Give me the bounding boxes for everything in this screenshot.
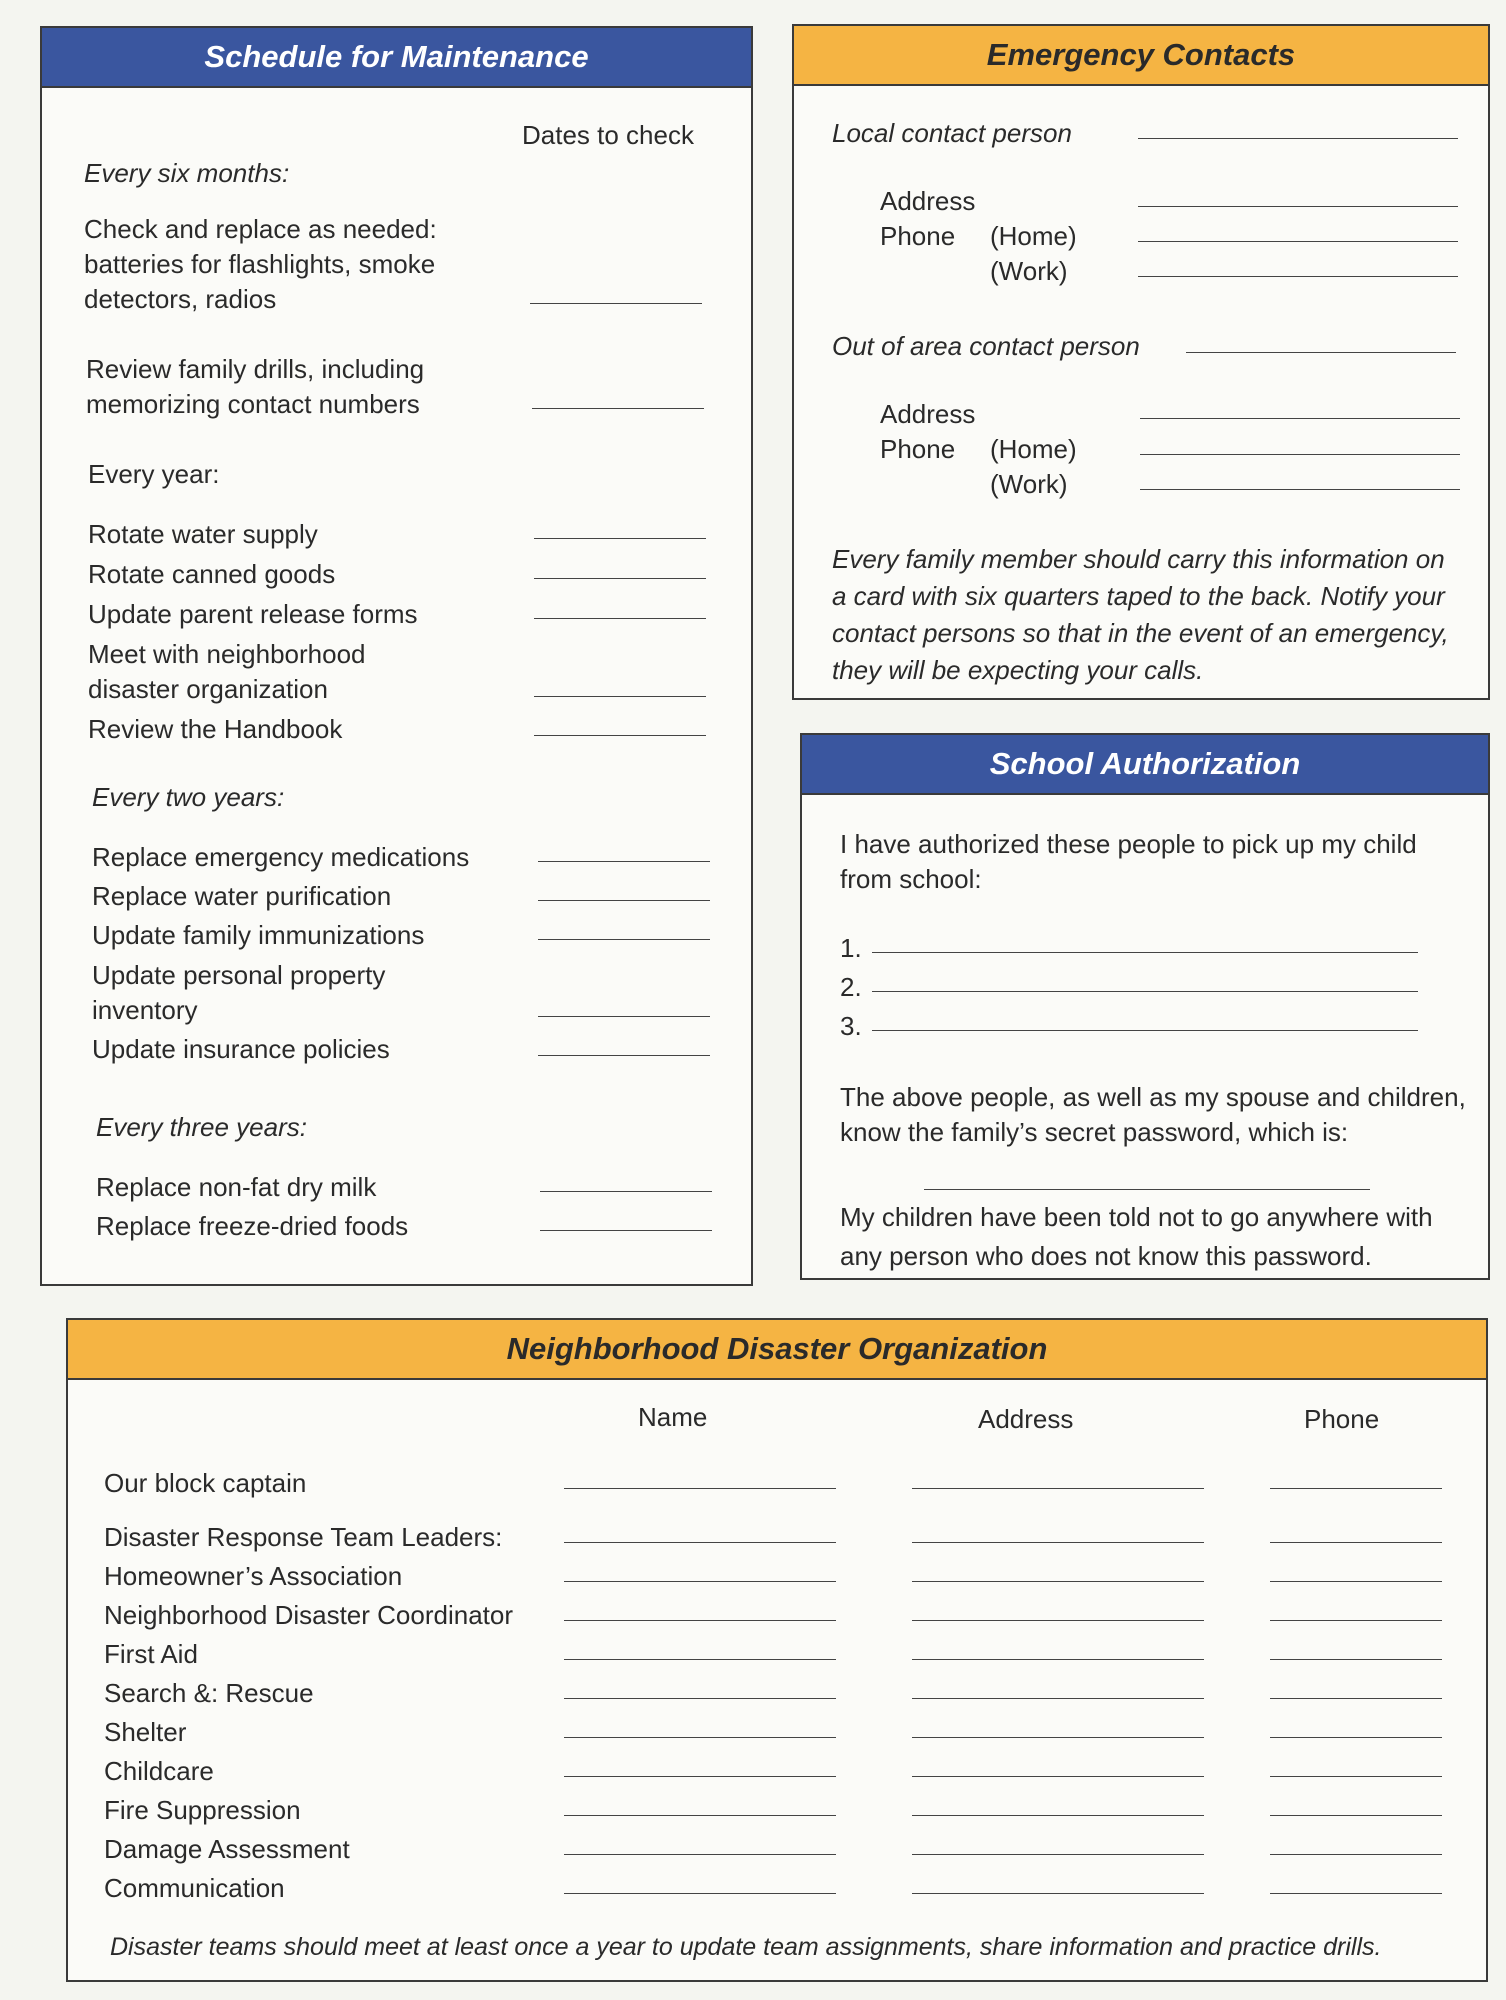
item-review-drills-1: Review family drills, including: [86, 354, 425, 384]
date-line[interactable]: [534, 578, 706, 579]
school-authorization-panel: [800, 733, 1490, 1280]
address-line[interactable]: [912, 1776, 1204, 1777]
item-freeze-dried: Replace freeze-dried foods: [96, 1211, 409, 1241]
out-home-label: (Home): [990, 434, 1077, 464]
date-line[interactable]: [534, 538, 706, 539]
name-line[interactable]: [564, 1698, 836, 1699]
role-label: Communication: [104, 1873, 285, 1903]
two-years-heading: Every two years:: [92, 782, 285, 812]
six-months-heading: Every six months:: [84, 158, 290, 188]
role-label: Our block captain: [104, 1468, 307, 1498]
date-line[interactable]: [532, 408, 704, 409]
date-line[interactable]: [540, 1230, 712, 1231]
emergency-note-4: they will be expecting your calls.: [832, 655, 1204, 685]
phone-line[interactable]: [1270, 1737, 1442, 1738]
local-home-label: (Home): [990, 221, 1077, 251]
item-property-inventory-1: Update personal property: [92, 960, 386, 990]
authorized-number-2: 2.: [840, 972, 862, 1002]
phone-line[interactable]: [1270, 1659, 1442, 1660]
item-parent-release: Update parent release forms: [88, 599, 418, 629]
phone-line[interactable]: [1270, 1488, 1442, 1489]
emergency-contacts-panel: [792, 24, 1490, 700]
address-line[interactable]: [912, 1488, 1204, 1489]
date-line[interactable]: [538, 900, 710, 901]
date-line[interactable]: [534, 696, 706, 697]
phone-line[interactable]: [1270, 1581, 1442, 1582]
role-label: Homeowner’s Association: [104, 1561, 403, 1591]
local-contact-line[interactable]: [1138, 138, 1458, 139]
password-text-2: know the family’s secret password, which is:: [840, 1117, 1349, 1147]
date-line[interactable]: [538, 1055, 710, 1056]
local-address-label: Address: [880, 186, 976, 216]
item-meet-neighborhood-2: disaster organization: [88, 674, 328, 704]
password-text-1: The above people, as well as my spouse and children,: [840, 1082, 1466, 1112]
role-label: Fire Suppression: [104, 1795, 301, 1825]
authorized-number-1: 1.: [840, 933, 862, 963]
out-phone-label: Phone: [880, 434, 956, 464]
name-line[interactable]: [564, 1488, 836, 1489]
address-line[interactable]: [912, 1815, 1204, 1816]
emergency-title: Emergency Contacts: [792, 24, 1490, 86]
name-line[interactable]: [564, 1620, 836, 1621]
date-line[interactable]: [534, 618, 706, 619]
date-line[interactable]: [538, 1016, 710, 1017]
name-line[interactable]: [564, 1815, 836, 1816]
out-work-line[interactable]: [1140, 489, 1460, 490]
local-phone-label: Phone: [880, 221, 956, 251]
column-address-header: Address: [978, 1404, 1074, 1434]
address-line[interactable]: [912, 1581, 1204, 1582]
address-line[interactable]: [912, 1620, 1204, 1621]
role-label: Disaster Response Team Leaders:: [104, 1522, 503, 1552]
phone-line[interactable]: [1270, 1776, 1442, 1777]
date-line[interactable]: [538, 939, 710, 940]
name-line[interactable]: [564, 1776, 836, 1777]
dates-to-check-header: Dates to check: [522, 120, 694, 150]
item-review-drills-2: memorizing contact numbers: [86, 389, 420, 419]
role-label: Shelter: [104, 1717, 187, 1747]
out-of-area-label: Out of area contact person: [832, 331, 1140, 361]
role-label: Search &: Rescue: [104, 1678, 314, 1708]
emergency-note-3: contact persons so that in the event of an emergency,: [832, 618, 1449, 648]
local-work-label: (Work): [990, 256, 1068, 286]
item-dry-milk: Replace non-fat dry milk: [96, 1172, 377, 1202]
name-line[interactable]: [564, 1737, 836, 1738]
phone-line[interactable]: [1270, 1893, 1442, 1894]
local-home-line[interactable]: [1138, 241, 1458, 242]
school-intro-1: I have authorized these people to pick up my child: [840, 829, 1417, 859]
authorized-person-2-line[interactable]: [872, 991, 1418, 992]
address-line[interactable]: [912, 1737, 1204, 1738]
password-line[interactable]: [924, 1189, 1370, 1190]
item-rotate-water: Rotate water supply: [88, 519, 318, 549]
maintenance-panel: [40, 26, 753, 1286]
phone-line[interactable]: [1270, 1854, 1442, 1855]
emergency-note-1: Every family member should carry this information on: [832, 544, 1445, 574]
role-label: First Aid: [104, 1639, 198, 1669]
warning-text-1: My children have been told not to go anywhere with: [840, 1202, 1433, 1232]
authorized-person-1-line[interactable]: [872, 952, 1418, 953]
column-phone-header: Phone: [1304, 1404, 1380, 1434]
address-line[interactable]: [912, 1659, 1204, 1660]
name-line[interactable]: [564, 1581, 836, 1582]
out-address-line[interactable]: [1140, 418, 1460, 419]
column-name-header: Name: [638, 1402, 708, 1432]
item-insurance: Update insurance policies: [92, 1034, 390, 1064]
address-line[interactable]: [912, 1542, 1204, 1543]
item-check-replace-2: batteries for flashlights, smoke: [84, 249, 436, 279]
item-medications: Replace emergency medications: [92, 842, 470, 872]
item-water-purification: Replace water purification: [92, 881, 392, 911]
item-rotate-canned: Rotate canned goods: [88, 559, 336, 589]
name-line[interactable]: [564, 1854, 836, 1855]
item-immunizations: Update family immunizations: [92, 920, 425, 950]
date-line[interactable]: [534, 735, 706, 736]
authorized-person-3-line[interactable]: [872, 1030, 1418, 1031]
authorized-number-3: 3.: [840, 1011, 862, 1041]
out-address-label: Address: [880, 399, 976, 429]
item-meet-neighborhood-1: Meet with neighborhood: [88, 639, 366, 669]
name-line[interactable]: [564, 1659, 836, 1660]
date-line[interactable]: [538, 861, 710, 862]
phone-line[interactable]: [1270, 1542, 1442, 1543]
neighborhood-panel: [66, 1318, 1488, 1982]
three-years-heading: Every three years:: [96, 1112, 307, 1142]
address-line[interactable]: [912, 1854, 1204, 1855]
item-review-handbook: Review the Handbook: [88, 714, 343, 744]
school-intro-2: from school:: [840, 864, 982, 894]
maintenance-title: Schedule for Maintenance: [40, 26, 753, 88]
name-line[interactable]: [564, 1542, 836, 1543]
phone-line[interactable]: [1270, 1620, 1442, 1621]
address-line[interactable]: [912, 1698, 1204, 1699]
warning-text-2: any person who does not know this password.: [840, 1241, 1372, 1271]
neighborhood-footer: Disaster teams should meet at least once a year to update team assignments, share information and practice drills.: [110, 1933, 1382, 1961]
local-work-line[interactable]: [1138, 276, 1458, 277]
school-title: School Authorization: [800, 733, 1490, 795]
name-line[interactable]: [564, 1893, 836, 1894]
role-label: Neighborhood Disaster Coordinator: [104, 1600, 514, 1630]
out-home-line[interactable]: [1140, 454, 1460, 455]
local-address-line[interactable]: [1138, 206, 1458, 207]
every-year-heading: Every year:: [88, 459, 220, 489]
role-label: Childcare: [104, 1756, 214, 1786]
phone-line[interactable]: [1270, 1815, 1442, 1816]
emergency-note-2: a card with six quarters taped to the back. Notify your: [832, 581, 1445, 611]
date-line[interactable]: [540, 1191, 712, 1192]
item-check-replace-3: detectors, radios: [84, 284, 277, 314]
role-label: Damage Assessment: [104, 1834, 350, 1864]
item-property-inventory-2: inventory: [92, 995, 198, 1025]
address-line[interactable]: [912, 1893, 1204, 1894]
date-line[interactable]: [530, 303, 702, 304]
out-work-label: (Work): [990, 469, 1068, 499]
item-check-replace-1: Check and replace as needed:: [84, 214, 437, 244]
out-of-area-line[interactable]: [1186, 352, 1456, 353]
local-contact-label: Local contact person: [832, 118, 1072, 148]
phone-line[interactable]: [1270, 1698, 1442, 1699]
neighborhood-title: Neighborhood Disaster Organization: [66, 1318, 1488, 1380]
